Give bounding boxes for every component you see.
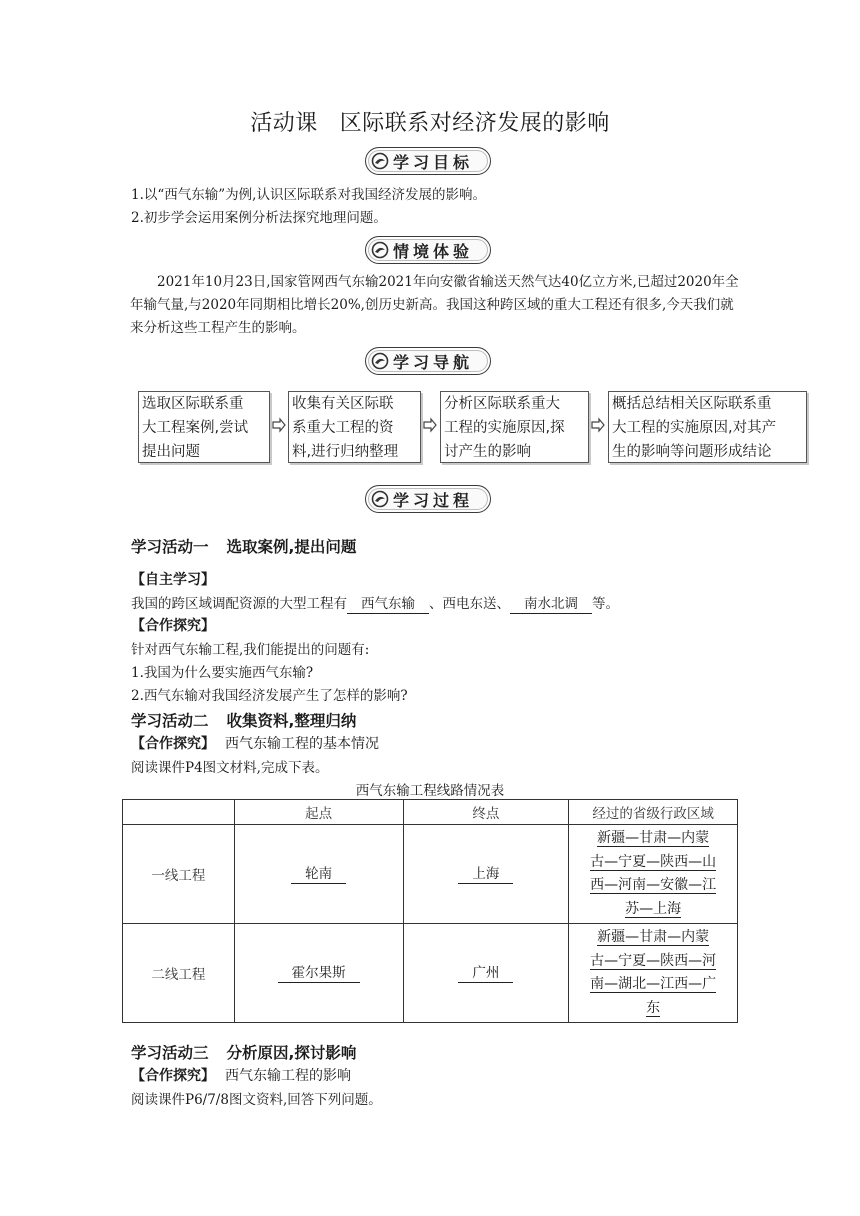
arrow-right-icon bbox=[422, 417, 438, 433]
banner-process: 学习过程 bbox=[365, 485, 491, 513]
line-name: 一线工程 bbox=[123, 825, 235, 924]
spiral-icon bbox=[371, 241, 389, 259]
question-1: 1.我国为什么要实施西气东输? bbox=[131, 665, 314, 681]
provinces-cell: 新疆—甘肃—内蒙 古—宁夏—陕西—山 西—河南—安徽—江 苏—上海 bbox=[569, 825, 738, 924]
self-study-question: 我国的跨区域调配资源的大型工程有 西气东输 、西电东送、 南水北调 等。 bbox=[131, 596, 619, 612]
objective-1: 1.以“西气东输”为例,认识区际联系对我国经济发展的影响。 bbox=[131, 187, 486, 203]
flow-step-3: 分析区际联系重大 工程的实施原因,探 讨产生的影响 bbox=[440, 391, 589, 463]
arrow-right-icon bbox=[271, 417, 287, 433]
table-header-blank bbox=[123, 800, 235, 825]
coop-intro: 针对西气东输工程,我们能提出的问题有: bbox=[131, 642, 370, 658]
coop-tag-1: 【合作探究】 bbox=[131, 618, 215, 634]
table-row bbox=[123, 924, 738, 1023]
table-caption: 西气东输工程线路情况表 bbox=[355, 783, 505, 799]
route-table bbox=[122, 799, 738, 1023]
table-row bbox=[123, 825, 738, 924]
banner-scenario: 情境体验 bbox=[365, 236, 491, 264]
table-header-end: 终点 bbox=[403, 800, 569, 825]
answer-blank-2: 南水北调 bbox=[510, 596, 592, 614]
table-header-provinces: 经过的省级行政区域 bbox=[569, 800, 738, 825]
arrow-right-icon bbox=[590, 417, 606, 433]
coop-tag-2: 【合作探究】 西气东输工程的基本情况 bbox=[131, 736, 379, 752]
scenario-paragraph: 2021年10月23日,国家管网西气东输2021年向安徽省输送天然气达40亿立方米,已超过2020年全年输气量,与2020年同期相比增长20%,创历史新高。我国这种跨区域的重大工程还有很多,今天我们就来分析这些工程产生的影响。 bbox=[130, 274, 739, 336]
provinces-cell: 新疆—甘肃—内蒙 古—宁夏—陕西—河 南—湖北—江西—广 东 bbox=[569, 924, 738, 1023]
end-cell: 广州 bbox=[403, 924, 569, 1023]
page-title: 活动课 区际联系对经济发展的影响 bbox=[250, 111, 610, 136]
end-cell: 上海 bbox=[403, 825, 569, 924]
flow-step-2: 收集有关区际联 系重大工程的资 料,进行归纳整理 bbox=[288, 391, 421, 463]
flow-step-4: 概括总结相关区际联系重 大工程的实施原因,对其产 生的影响等问题形成结论 bbox=[608, 391, 807, 463]
activity-3-instruction: 阅读课件P6/7/8图文资料,回答下列问题。 bbox=[131, 1092, 382, 1108]
table-header-start: 起点 bbox=[234, 800, 403, 825]
self-study-tag: 【自主学习】 bbox=[131, 572, 215, 588]
banner-guide: 学习导航 bbox=[365, 347, 491, 375]
spiral-icon bbox=[371, 352, 389, 370]
start-cell: 霍尔果斯 bbox=[234, 924, 403, 1023]
question-2: 2.西气东输对我国经济发展产生了怎样的影响? bbox=[131, 688, 408, 704]
start-cell: 轮南 bbox=[234, 825, 403, 924]
banner-objectives: 学习目标 bbox=[365, 147, 491, 175]
coop-tag-3: 【合作探究】 西气东输工程的影响 bbox=[131, 1068, 351, 1084]
spiral-icon bbox=[371, 152, 389, 170]
activity-2-heading: 学习活动二 收集资料,整理归纳 bbox=[131, 712, 357, 730]
answer-blank-1: 西气东输 bbox=[347, 596, 429, 614]
table-header-row bbox=[123, 800, 738, 825]
objective-2: 2.初步学会运用案例分析法探究地理问题。 bbox=[131, 210, 387, 226]
flow-step-1: 选取区际联系重 大工程案例,尝试 提出问题 bbox=[138, 391, 270, 463]
line-name: 二线工程 bbox=[123, 924, 235, 1023]
activity-2-instruction: 阅读课件P4图文材料,完成下表。 bbox=[131, 760, 329, 776]
activity-1-heading: 学习活动一 选取案例,提出问题 bbox=[131, 538, 357, 556]
activity-3-heading: 学习活动三 分析原因,探讨影响 bbox=[131, 1044, 357, 1062]
spiral-icon bbox=[371, 490, 389, 508]
